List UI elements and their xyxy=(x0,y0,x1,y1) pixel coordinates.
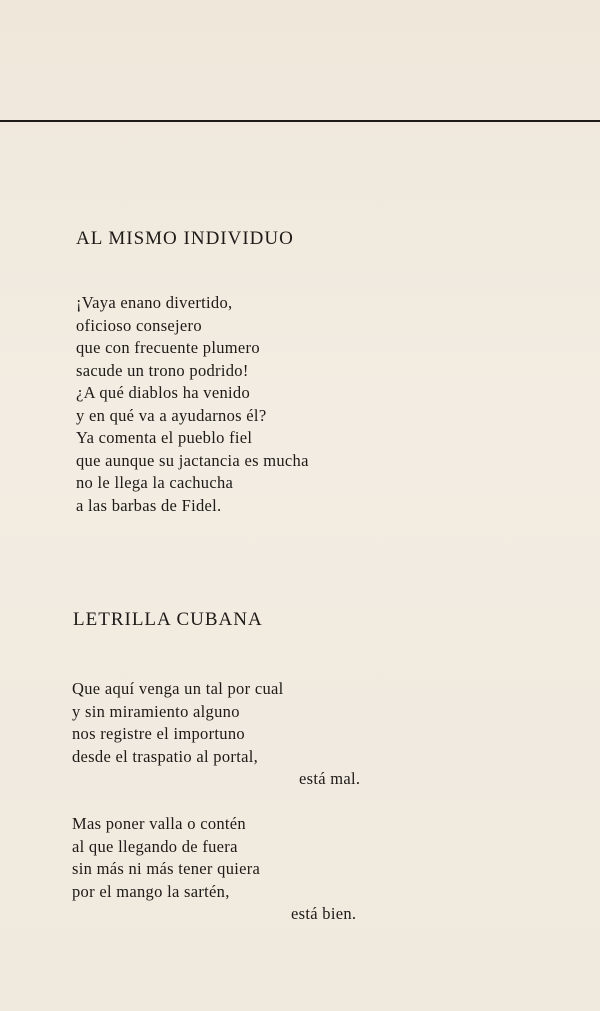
poem-line: que aunque su jactancia es mucha xyxy=(76,450,309,470)
poem-line: y sin miramiento alguno xyxy=(72,701,240,721)
header-rule xyxy=(0,120,600,122)
poem-line: Mas poner valla o contén xyxy=(72,814,246,833)
poem-line: nos registre el importuno xyxy=(72,724,245,743)
poem-line: al que llegando de fuera xyxy=(72,836,238,856)
poem-title-al-mismo-individuo: AL MISMO INDIVIDUO xyxy=(76,228,294,249)
poem2-stanza-2 xyxy=(72,813,260,903)
poem-line: por el mango la sartén, xyxy=(72,881,230,901)
poem-line: Que aquí venga un tal por cual xyxy=(72,679,284,698)
poem-line: que con frecuente plumero xyxy=(76,338,260,357)
poem-line: ¡Vaya enano divertido, xyxy=(76,293,233,312)
poem-line: no le llega la cachucha xyxy=(76,473,234,492)
refrain-esta-mal: está mal. xyxy=(299,769,361,788)
poem-line: oficioso consejero xyxy=(76,315,202,335)
poem1-stanza xyxy=(76,292,309,517)
poem-line: sin más ni más tener quiera xyxy=(72,859,261,878)
poem-line: a las barbas de Fidel. xyxy=(76,495,222,515)
poem-line: y en qué va a ayudarnos él? xyxy=(76,405,267,425)
poem-line: Ya comenta el pueblo fiel xyxy=(76,428,253,447)
poem-title-letrilla-cubana: LETRILLA CUBANA xyxy=(73,609,263,630)
poem-line: sacude un trono podrido! xyxy=(76,360,249,380)
refrain-esta-bien: está bien. xyxy=(291,904,357,923)
poem-line: desde el traspatio al portal, xyxy=(72,746,259,766)
poem2-stanza-1 xyxy=(72,678,284,768)
poem-line: ¿A qué diablos ha venido xyxy=(76,383,250,402)
